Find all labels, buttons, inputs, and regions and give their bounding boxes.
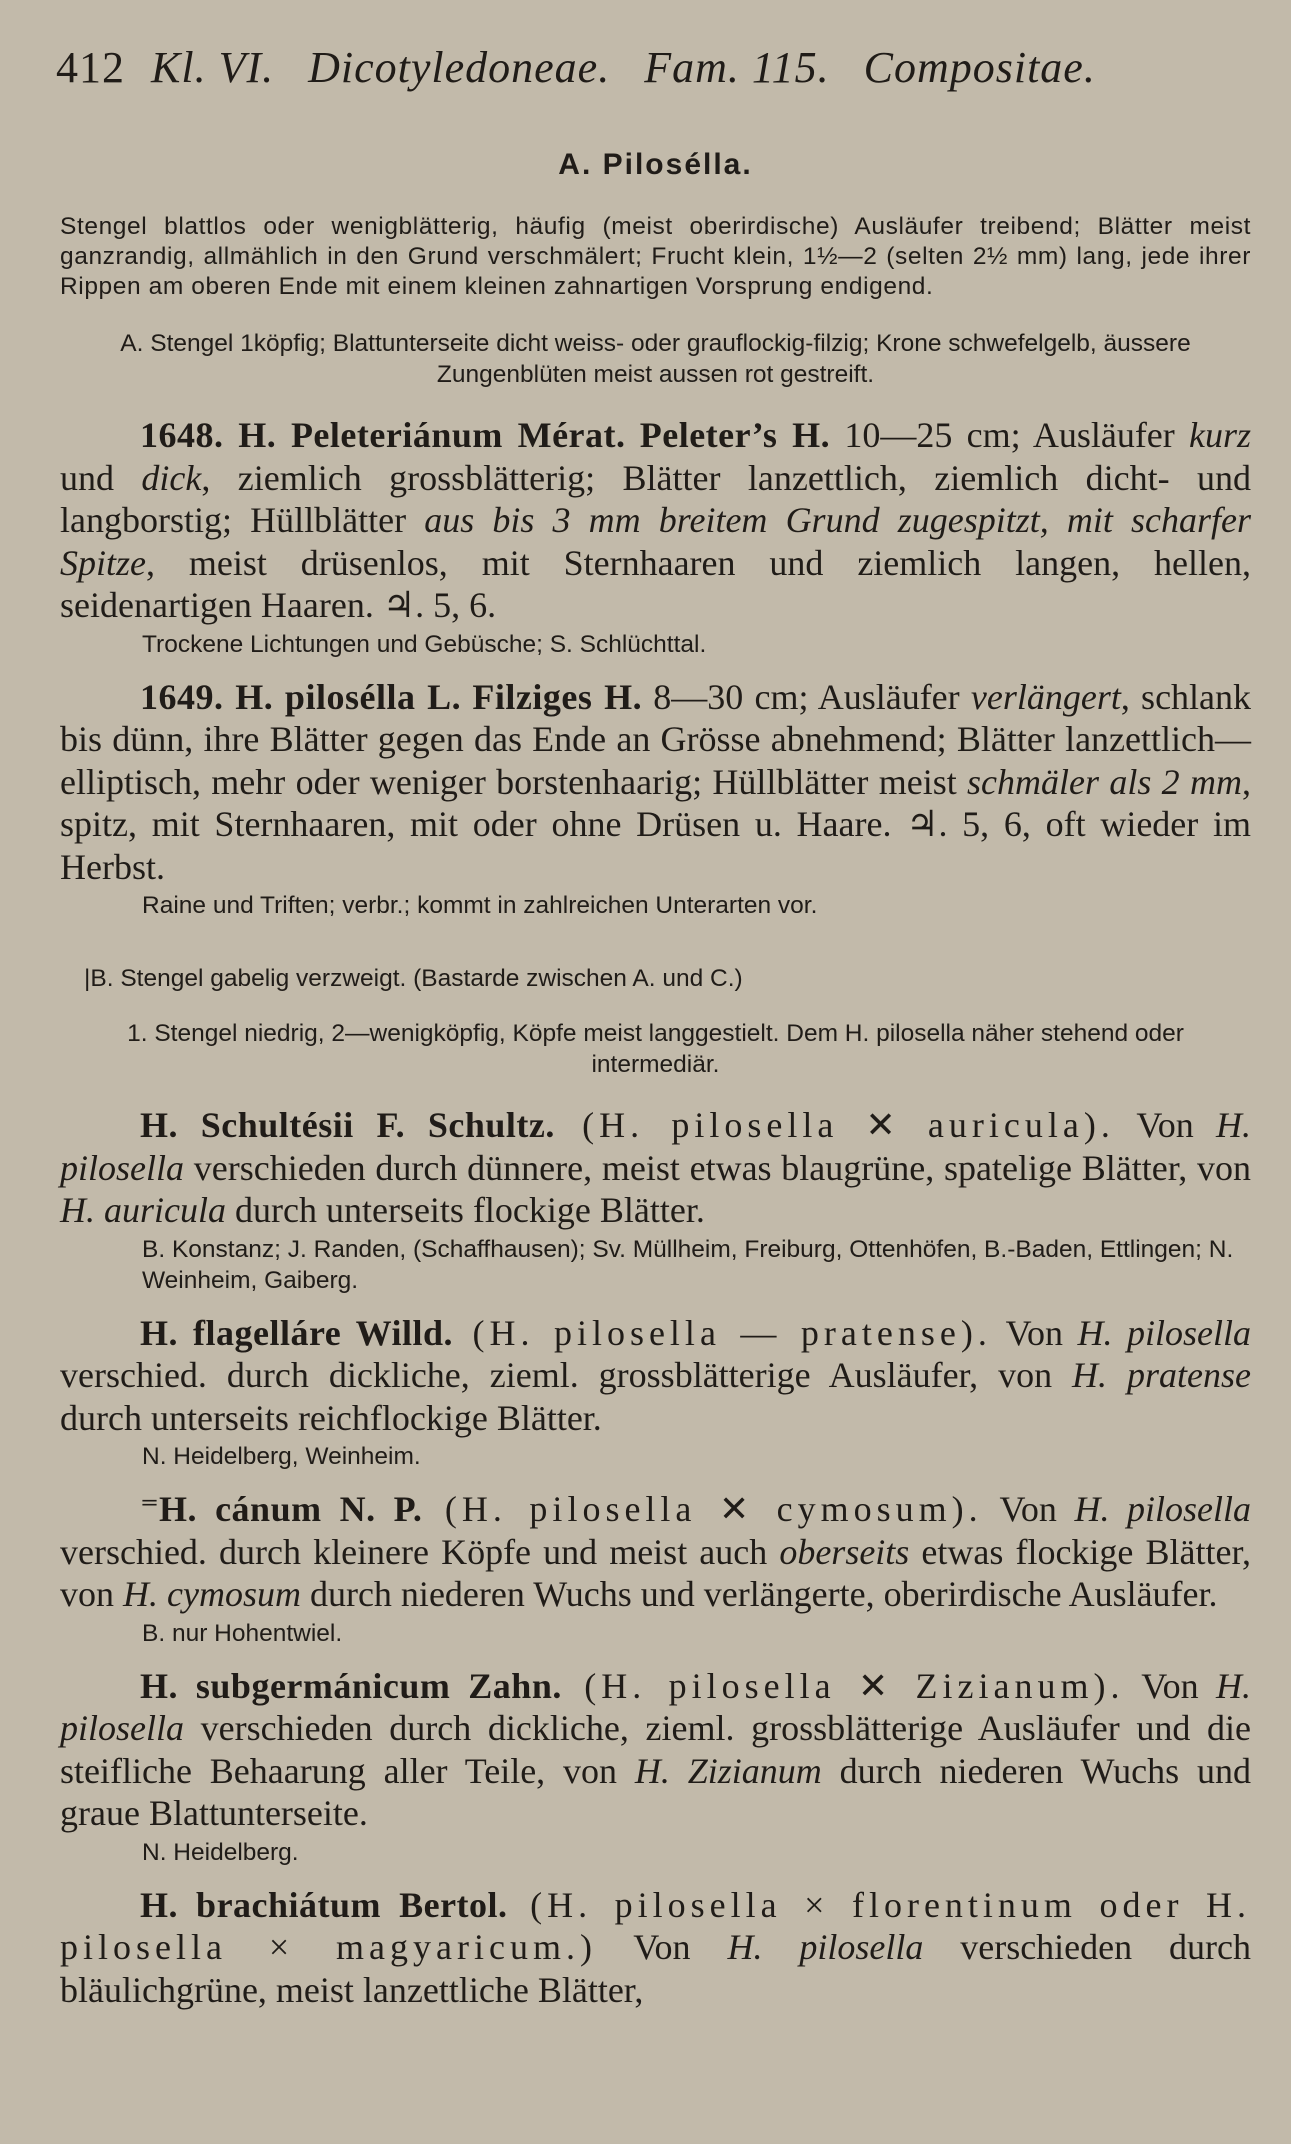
species-entry-1648 — [60, 414, 1251, 660]
hybrid-formula: (H. pilosella ✕ cymosum). — [422, 1489, 983, 1529]
species-entry-1649 — [60, 676, 1251, 922]
family-name: Compositae. — [863, 43, 1096, 92]
class-label: Kl. VI. — [151, 43, 275, 92]
entry-text: H. subgermánicum Zahn. (H. pilosella ✕ Zizianum). Von H. pilosella verschieden durch dickliche, zieml. grossblätterige Ausläufer und die steifliche Behaarung aller Teile, von H. Zizianum durch niederen Wuchs und graue Blattunterseite. — [60, 1665, 1251, 1833]
entry-text: H. Schultésii F. Schultz. (H. pilosella ✕ auricula). Von H. pilosella verschieden durch dünnere, meist etwas blaugrüne, spatelige Blätter, von H. auricula durch unterseits flockige Blätter. — [60, 1105, 1251, 1230]
hybrid-formula: (H. pilosella × florentinum oder H. pilosella × magyaricum.) — [60, 1884, 1251, 1967]
distribution: N. Heidelberg. — [142, 1838, 299, 1866]
hybrid-formula: (H. pilosella ✕ auricula). — [554, 1105, 1115, 1145]
hybrid-formula: (H. pilosella ✕ Zizianum). — [561, 1665, 1125, 1706]
hybrid-entry-canum — [60, 1488, 1251, 1649]
species-name: H. Schultésii F. Schultz. — [140, 1105, 555, 1145]
family-number: Fam. 115. — [644, 43, 830, 92]
species-name: 1648. H. Peleteriánum Mérat. — [140, 415, 626, 455]
hybrid-formula: (H. pilosella — pratense). — [452, 1312, 992, 1353]
hybrid-entry-brachiatum — [60, 1884, 1251, 2012]
entry-text: H. flagelláre Willd. (H. pilosella — pratense). Von H. pilosella verschied. durch dickliche, zieml. grossblätterige Ausläufer, von H. pratense durch unterseits reichflockige Blätter. — [60, 1312, 1251, 1438]
species-name: H. subgermánicum Zahn. — [140, 1665, 562, 1706]
hybrid-entry-schultesii — [60, 1104, 1251, 1296]
section-description: Stengel blattlos oder wenigblätterig, häufig (meist oberirdische) Ausläufer treibend; Blätter meist ganzrandig, allmählich in den Grund verschmälert; Frucht klein, 1½—2 (selten 2½ mm) lang, jede ihrer Rippen am oberen Ende mit einem kleinen zahnartigen Vorsprung endigend. — [60, 213, 1251, 300]
distribution: N. Heidelberg, Weinheim. — [142, 1443, 421, 1470]
common-name: Peleter’s H. — [639, 415, 831, 455]
entry-text: ⁼H. cánum N. P. (H. pilosella ✕ cymosum). Von H. pilosella verschied. durch kleinere Köpfe und meist auch oberseits etwas flockige Blätter, von H. cymosum durch niederen Wuchs und verlängerte, oberirdische Ausläufer. — [60, 1489, 1252, 1614]
common-name: Filziges H. — [472, 676, 643, 717]
distribution: Raine und Triften; verbr.; kommt in zahlreichen Unterarten vor. — [142, 892, 818, 919]
page-number: 412 — [56, 43, 125, 92]
hybrid-entry-flagellare — [60, 1312, 1251, 1473]
distribution: B. Konstanz; J. Randen, (Schaffhausen); Sv. Müllheim, Freiburg, Ottenhöfen, B.-Baden, Ettlingen; N. Weinheim, Gaiberg. — [142, 1235, 1234, 1294]
species-name: H. brachiátum Bertol. — [140, 1884, 508, 1925]
group-label: Dicotyledoneae. — [308, 43, 611, 92]
entry-text: 1648. H. Peleteriánum Mérat. Peleter’s H. 10—25 cm; Ausläufer kurz und dick, ziemlich grossblätterig; Blätter lanzettlich, ziemlich dicht- und langborstig; Hüllblätter aus bis 3 mm breitem Grund zugespitzt, mit scharfer Spitze, meist drüsenlos, mit Sternhaaren und ziemlich langen, hellen, seidenartigen Haaren. ♃. 5, 6. — [60, 415, 1251, 625]
distribution: Trockene Lichtungen und Gebüsche; S. Schlüchttal. — [142, 630, 707, 658]
species-name: H. flagelláre Willd. — [140, 1312, 453, 1353]
entry-text: H. brachiátum Bertol. (H. pilosella × florentinum oder H. pilosella × magyaricum.) Von H. pilosella verschieden durch bläulichgrüne, meist lanzettliche Blätter, — [60, 1884, 1251, 2010]
key-1: 1. Stengel niedrig, 2—wenigköpfig, Köpfe meist langgestielt. Dem H. pilosella näher stehend oder intermediär. — [127, 1020, 1184, 1078]
running-head — [56, 42, 1251, 93]
hybrid-entry-subgermanicum — [60, 1665, 1251, 1868]
key-b: |B. Stengel gabelig verzweigt. (Bastarde zwischen A. und C.) — [84, 965, 743, 992]
section-title: A. Pilosélla. — [558, 148, 753, 181]
species-name: H. cánum N. P. — [159, 1489, 423, 1529]
distribution: B. nur Hohentwiel. — [142, 1619, 343, 1647]
entry-text: 1649. H. pilosélla L. Filziges H. 8—30 cm; Ausläufer verlängert, schlank bis dünn, ihre Blätter gegen das Ende an Grösse abnehmend; Blätter lanzettlich—elliptisch, mehr oder weniger borstenhaarig; Hüllblätter meist schmäler als 2 mm, spitz, mit Sternhaaren, mit oder ohne Drüsen u. Haare. ♃. 5, 6, oft wieder im Herbst. — [60, 676, 1252, 887]
page-body — [60, 148, 1251, 2019]
key-a: A. Stengel 1köpfig; Blattunterseite dicht weiss- oder grauflockig-filzig; Krone schwefelgelb, äussere Zungenblüten meist aussen rot gestreift. — [120, 330, 1191, 388]
rare-mark: ⁼ — [140, 1489, 160, 1529]
species-name: 1649. H. pilosélla L. — [140, 676, 462, 717]
